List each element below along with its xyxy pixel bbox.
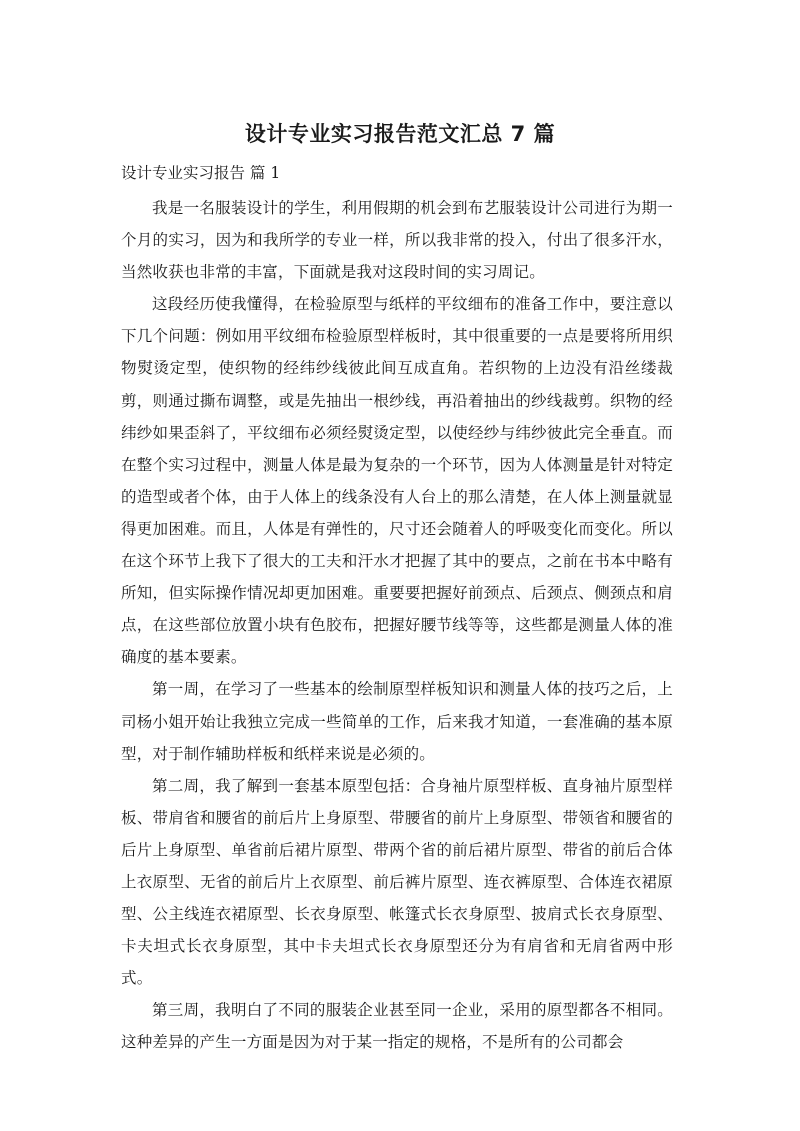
paragraph-4: 第二周，我了解到一套基本原型包括：合身袖片原型样板、直身袖片原型样板、带肩省和腰省的前后片上身原型、带腰省的前片上身原型、带领省和腰省的后片上身原型、单省前后裙片原型、带两个省的前后裙片原型、带省的前后合体上衣原型、无省的前后片上衣原型、前后裤片原型、连衣裤原型、合体连衣裙原型、公主线连衣裙原型、长衣身原型、帐篷式长衣身原型、披肩式长衣身原型、卡夫坦式长衣身原型，其中卡夫坦式长衣身原型还分为有肩省和无肩省两中形式。 — [121, 776, 673, 988]
document-body — [121, 192, 673, 1059]
section-heading: 设计专业实习报告 篇 1 — [121, 164, 281, 182]
paragraph-3: 第一周，在学习了一些基本的绘制原型样板知识和测量人体的技巧之后，上司杨小姐开始让我独立完成一些简单的工作，后来我才知道，一套准确的基本原型，对于制作辅助样板和纸样来说是必须的。 — [121, 680, 673, 763]
paragraph-1: 我是一名服装设计的学生，利用假期的机会到布艺服装设计公司进行为期一个月的实习，因为和我所学的专业一样，所以我非常的投入，付出了很多汗水，当然收获也非常的丰富，下面就是我对这段时间的实习周记。 — [121, 199, 673, 282]
document-title: 设计专业实习报告范文汇总 7 篇 — [244, 122, 556, 146]
paragraph-2: 这段经历使我懂得，在检验原型与纸样的平纹细布的准备工作中，要注意以下几个问题：例如用平纹细布检验原型样板时，其中很重要的一点是要将所用织物熨烫定型，使织物的经纬纱线彼此间互成直角。若织物的上边没有沿丝缕裁剪，则通过撕布调整，或是先抽出一根纱线，再沿着抽出的纱线裁剪。织物的经纬纱如果歪斜了，平纹细布必须经熨烫定型，以使经纱与纬纱彼此完全垂直。而在整个实习过程中，测量人体是最为复杂的一个环节，因为人体测量是针对特定的造型或者个体，由于人体上的线条没有人台上的那么清楚，在人体上测量就显得更加困难。而且，人体是有弹性的，尺寸还会随着人的呼吸变化而变化。所以在这个环节上我下了很大的工夫和汗水才把握了其中的要点，之前在书本中略有所知，但实际操作情况却更加困难。重要要把握好前颈点、后颈点、侧颈点和肩点，在这些部位放置小块有色胶布，把握好腰节线等等，这些都是测量人体的准确度的基本要素。 — [121, 295, 673, 667]
paragraph-5: 第三周，我明白了不同的服装企业甚至同一企业，采用的原型都各不相同。这种差异的产生一方面是因为对于某一指定的规格，不是所有的公司都会 — [121, 1001, 673, 1052]
